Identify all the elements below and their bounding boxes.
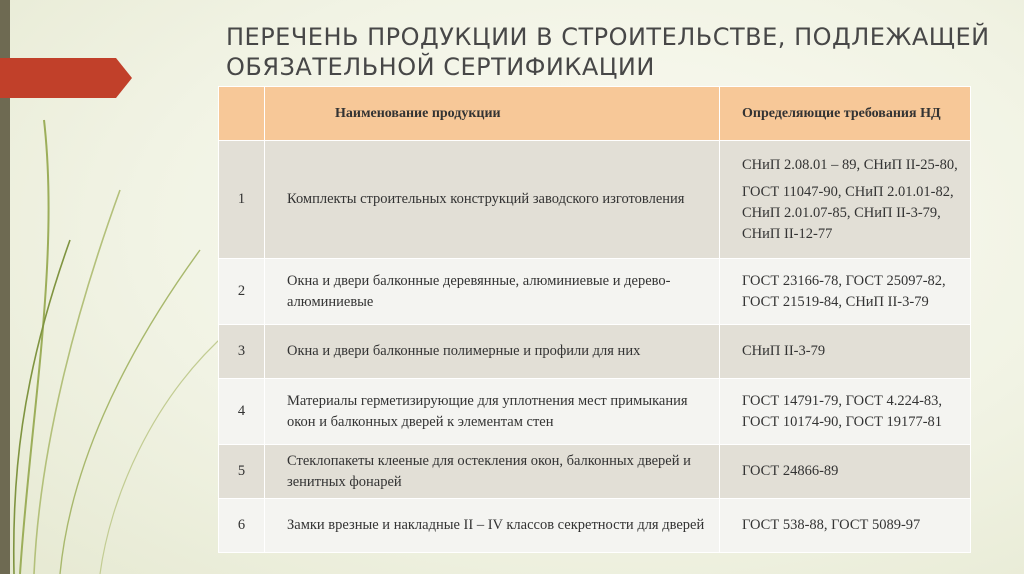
requirements: ГОСТ 538-88, ГОСТ 5089-97 bbox=[720, 499, 971, 553]
product-name: Комплекты строительных конструкций заводского изготовления bbox=[265, 141, 720, 259]
product-name: Стеклопакеты клееные для остекления окон, балконных дверей и зенитных фонарей bbox=[265, 445, 720, 499]
row-number: 5 bbox=[219, 445, 265, 499]
table-row bbox=[219, 445, 971, 499]
requirements-line: ГОСТ 11047-90, СНиП 2.01.01-82, СНиП 2.01.07-85, СНиП II-3-79, СНиП II-12-77 bbox=[742, 183, 954, 242]
row-number: 3 bbox=[219, 325, 265, 379]
product-name: Замки врезные и накладные II – IV классов секретности для дверей bbox=[265, 499, 720, 553]
requirements: СНиП II-3-79 bbox=[720, 325, 971, 379]
table-row bbox=[219, 325, 971, 379]
header-num bbox=[219, 87, 265, 141]
requirements: ГОСТ 23166-78, ГОСТ 25097-82, ГОСТ 21519-84, СНиП II-3-79 bbox=[720, 259, 971, 325]
table-row bbox=[219, 259, 971, 325]
header-name: Наименование продукции bbox=[265, 87, 720, 141]
title-accent-tab bbox=[0, 58, 132, 98]
product-name: Окна и двери балконные полимерные и профили для них bbox=[265, 325, 720, 379]
row-number: 6 bbox=[219, 499, 265, 553]
table-row bbox=[219, 141, 971, 259]
title-line-2: ОБЯЗАТЕЛЬНОЙ СЕРТИФИКАЦИИ bbox=[226, 53, 655, 81]
table-row bbox=[219, 379, 971, 445]
product-name: Окна и двери балконные деревянные, алюминиевые и деревоалюминиевые bbox=[265, 259, 720, 325]
slide-title bbox=[226, 22, 990, 82]
requirements-line: СНиП 2.08.01 – 89, СНиП II-25-80, bbox=[742, 156, 958, 173]
product-name: Материалы герметизирующие для уплотнения мест примыкания окон и балконных дверей к элементам стен bbox=[265, 379, 720, 445]
table-header-row bbox=[219, 87, 971, 141]
title-line-1: ПЕРЕЧЕНЬ ПРОДУКЦИИ В СТРОИТЕЛЬСТВЕ, ПОДЛЕЖАЩЕЙ bbox=[226, 23, 990, 51]
header-requirements: Определяющие требования НД bbox=[720, 87, 971, 141]
row-number: 4 bbox=[219, 379, 265, 445]
requirements: ГОСТ 24866-89 bbox=[720, 445, 971, 499]
certification-table bbox=[218, 86, 971, 553]
requirements: ГОСТ 14791-79, ГОСТ 4.224-83, ГОСТ 10174-90, ГОСТ 19177-81 bbox=[720, 379, 971, 445]
table-row bbox=[219, 499, 971, 553]
row-number: 2 bbox=[219, 259, 265, 325]
requirements bbox=[720, 141, 971, 259]
row-number: 1 bbox=[219, 141, 265, 259]
